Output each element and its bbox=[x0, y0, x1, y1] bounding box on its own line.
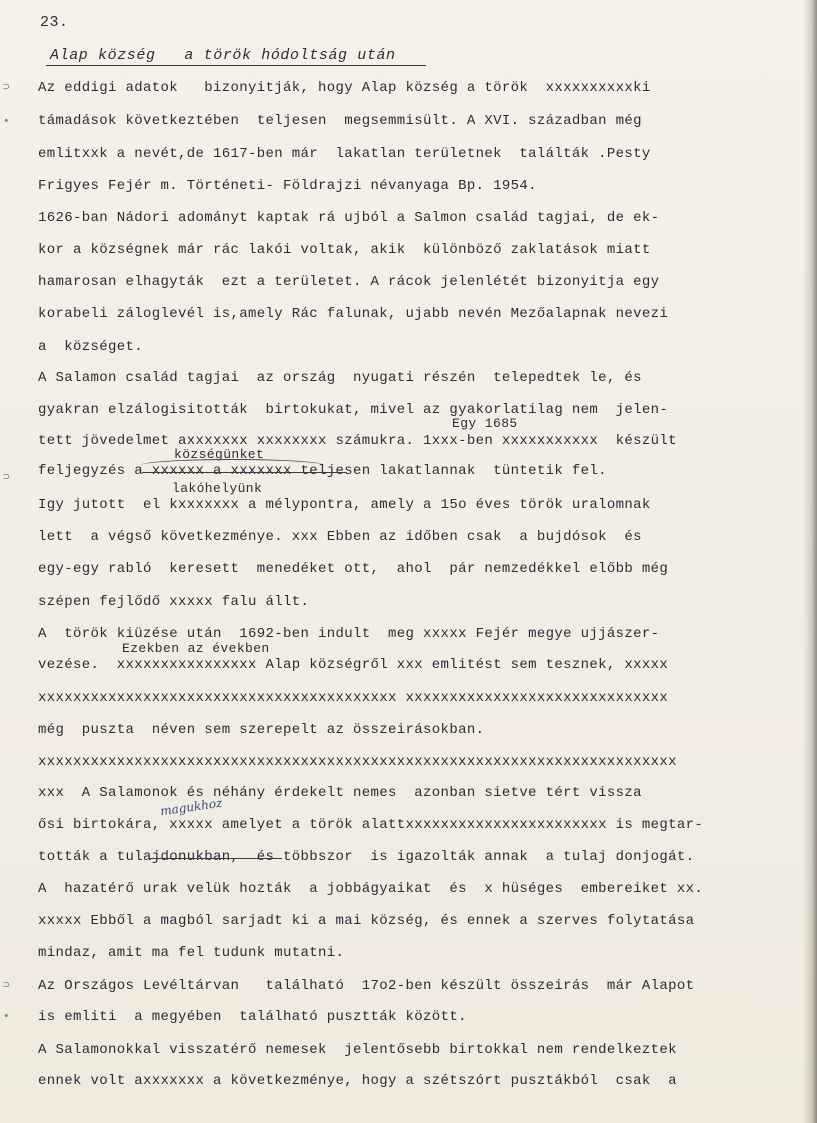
insert-caret bbox=[140, 459, 325, 472]
insert-settlements: lakóhelyünk bbox=[172, 481, 263, 496]
text-line: A Salamon család tagjai az ország nyugati részén telepedtek le, és bbox=[38, 370, 642, 386]
text-line: mindaz, amit ma fel tudunk mutatni. bbox=[38, 945, 345, 961]
margin-mark: ⊃ bbox=[3, 980, 10, 992]
text-line: hamarosan elhagyták ezt a területet. A rácok jelenlétét bizonyitja egy bbox=[38, 274, 660, 290]
text-line: a községet. bbox=[38, 339, 144, 355]
text-line: A török kiüzése után 1692-ben indult meg xxxxx Fejér megye ujjászer- bbox=[38, 626, 660, 642]
text-line: xxxxxxxxxxxxxxxxxxxxxxxxxxxxxxxxxxxxxxxxx xxxxxxxxxxxxxxxxxxxxxxxxxxxxxx bbox=[38, 690, 669, 706]
text-line: ennek volt axxxxxxx a következménye, hogy a szétszórt pusztákból csak a bbox=[38, 1073, 677, 1089]
page-number: 23. bbox=[40, 14, 69, 31]
document-title: Alap község a török hódoltság után bbox=[50, 47, 396, 64]
margin-mark: • bbox=[3, 116, 10, 128]
text-line: Az eddigi adatok bizonyitják, hogy Alap község a török xxxxxxxxxxki bbox=[38, 80, 651, 96]
text-line: is emliti a megyében található pusztták között. bbox=[38, 1009, 467, 1025]
text-line: még puszta néven sem szerepelt az összeirásokban. bbox=[38, 722, 485, 738]
insert-in-these-years: Ezekben az években bbox=[122, 641, 270, 656]
title-underline bbox=[46, 65, 426, 66]
insert-year: Egy 1685 bbox=[452, 416, 518, 431]
text-line: A hazatérő urak velük hozták a jobbágyaikat és x hüséges embereiket xx. bbox=[38, 881, 704, 897]
text-line: szépen fejlődő xxxxx falu állt. bbox=[38, 594, 310, 610]
page-edge-shadow bbox=[803, 0, 817, 1123]
strikethrough-line bbox=[142, 472, 347, 473]
text-line: Igy jutott el kxxxxxxx a mélypontra, amely a 15o éves török uralomnak bbox=[38, 497, 651, 513]
text-line: Frigyes Fejér m. Történeti- Földrajzi névanyaga Bp. 1954. bbox=[38, 178, 537, 194]
margin-mark: • bbox=[3, 1011, 10, 1023]
text-line: ősi birtokára, xxxxx amelyet a török alattxxxxxxxxxxxxxxxxxxxxxxx is megtar- bbox=[38, 817, 704, 833]
text-line: xxxxx Ebből a magból sarjadt ki a mai község, és ennek a szerves folytatása bbox=[38, 913, 695, 929]
text-line: egy-egy rabló keresett menedéket ott, ahol pár nemzedékkel előbb még bbox=[38, 561, 669, 577]
text-line: korabeli záloglevél is,amely Rác falunak, ujabb nevén Mezőalapnak nevezi bbox=[38, 306, 669, 322]
text-line: lett a végső következménye. xxx Ebben az időben csak a bujdósok és bbox=[38, 529, 642, 545]
strikethrough-line bbox=[150, 858, 282, 859]
insert-community: községünket bbox=[174, 447, 265, 462]
margin-mark: ⊃ bbox=[3, 472, 10, 484]
margin-mark: ⊃ bbox=[3, 82, 10, 94]
text-line: feljegyzés a xxxxxx a xxxxxxx teljesen lakatlannak tüntetik fel. bbox=[38, 463, 607, 479]
text-line: vezése. xxxxxxxxxxxxxxxx Alap községről xxx emlitést sem tesznek, xxxxx bbox=[38, 657, 669, 673]
text-line: gyakran elzálogisitották birtokukat, mivel az gyakorlatilag nem jelen- bbox=[38, 402, 669, 418]
text-line: xxxxxxxxxxxxxxxxxxxxxxxxxxxxxxxxxxxxxxxxxxxxxxxxxxxxxxxxxxxxxxxxxxxxxxxxx bbox=[38, 754, 677, 770]
text-line: tett jövedelmet axxxxxxx xxxxxxxx számukra. 1xxx-ben xxxxxxxxxxx készült bbox=[38, 433, 677, 449]
handwritten-insert: magukhoz bbox=[159, 795, 224, 819]
text-line: xxx A Salamonok és néhány érdekelt nemes azonban sietve tért vissza bbox=[38, 785, 642, 801]
text-line: támadások következtében teljesen megsemmisült. A XVI. században még bbox=[38, 113, 642, 129]
text-line: kor a községnek már rác lakói voltak, akik különböző zaklatások miatt bbox=[38, 242, 651, 258]
text-line: 1626-ban Nádori adományt kaptak rá ujból a Salmon család tagjai, de ek- bbox=[38, 210, 660, 226]
text-line: emlitxxk a nevét,de 1617-ben már lakatlan területnek találták .Pesty bbox=[38, 146, 651, 162]
text-line: Az Országos Levéltárvan található 17o2-ben készült összeirás már Alapot bbox=[38, 978, 695, 994]
text-line: A Salamonokkal visszatérő nemesek jelentősebb birtokkal nem rendelkeztek bbox=[38, 1042, 677, 1058]
text-line: tották a tulajdonukban, és többszor is igazolták annak a tulaj donjogát. bbox=[38, 849, 695, 865]
